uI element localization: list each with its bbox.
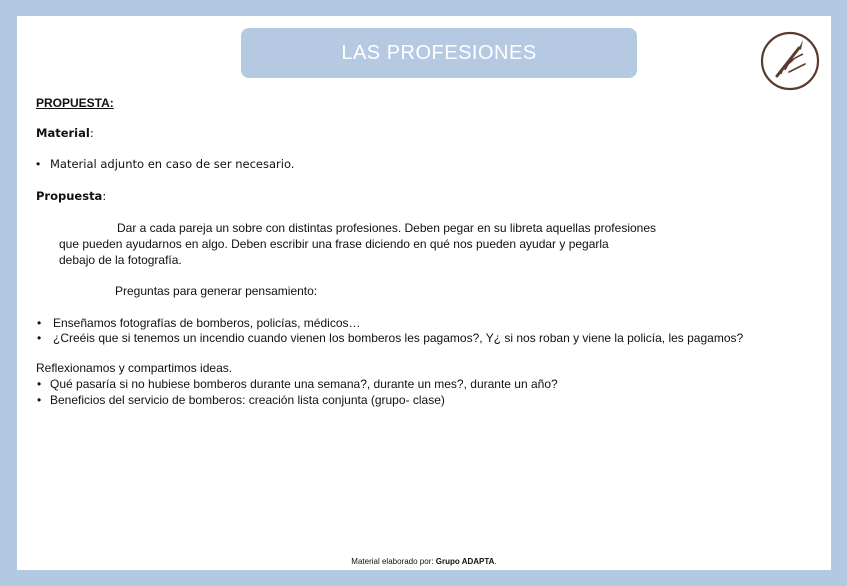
paragraph-line-1: Dar a cada pareja un sobre con distintas profesiones. Deben pegar en su libreta aquellas profesiones xyxy=(117,221,657,235)
brush-logo-icon xyxy=(759,30,821,92)
footer-suffix: . xyxy=(494,557,497,566)
bullet-icon: • xyxy=(37,331,42,345)
propuesta-heading: PROPUESTA: xyxy=(36,96,114,110)
pregunta-item: Enseñamos fotografías de bomberos, policías, médicos… xyxy=(53,316,361,330)
material-item: Material adjunto en caso de ser necesario. xyxy=(50,157,295,171)
material-colon: : xyxy=(89,126,94,140)
pregunta-item: ¿Creéis que si tenemos un incendio cuando vienen los bomberos les pagamos?, Y¿ si nos roban y viene la policía, les pagamos? xyxy=(53,331,744,345)
title-banner xyxy=(241,28,637,78)
page-title: LAS PROFESIONES xyxy=(341,41,537,64)
propuesta-subheading xyxy=(36,189,106,204)
reflexion-item: Beneficios del servicio de bomberos: creación lista conjunta (grupo- clase) xyxy=(50,393,445,407)
material-label: Material xyxy=(36,126,90,140)
bullet-icon: • xyxy=(36,157,41,171)
document-page xyxy=(17,16,831,570)
preguntas-heading: Preguntas para generar pensamiento: xyxy=(115,284,318,298)
paragraph-line-3: debajo de la fotografía. xyxy=(59,253,182,267)
footer-group: Grupo ADAPTA xyxy=(435,557,495,566)
paragraph-line-2: que pueden ayudarnos en algo. Deben escribir una frase diciendo en qué nos pueden ayudar y pegarla xyxy=(59,237,609,251)
propuesta-colon: : xyxy=(102,189,107,203)
propuesta-label: Propuesta xyxy=(36,189,103,203)
bullet-icon: • xyxy=(37,316,42,330)
footer-credit xyxy=(17,557,831,566)
bullet-icon: • xyxy=(37,393,42,407)
footer-prefix: Material elaborado por: xyxy=(351,557,436,566)
reflexion-heading: Reflexionamos y compartimos ideas. xyxy=(36,361,233,375)
reflexion-item: Qué pasaría si no hubiese bomberos durante una semana?, durante un mes?, durante un año? xyxy=(50,377,558,391)
material-heading xyxy=(36,126,94,141)
brush-circle-logo xyxy=(759,30,821,92)
bullet-icon: • xyxy=(37,377,42,391)
